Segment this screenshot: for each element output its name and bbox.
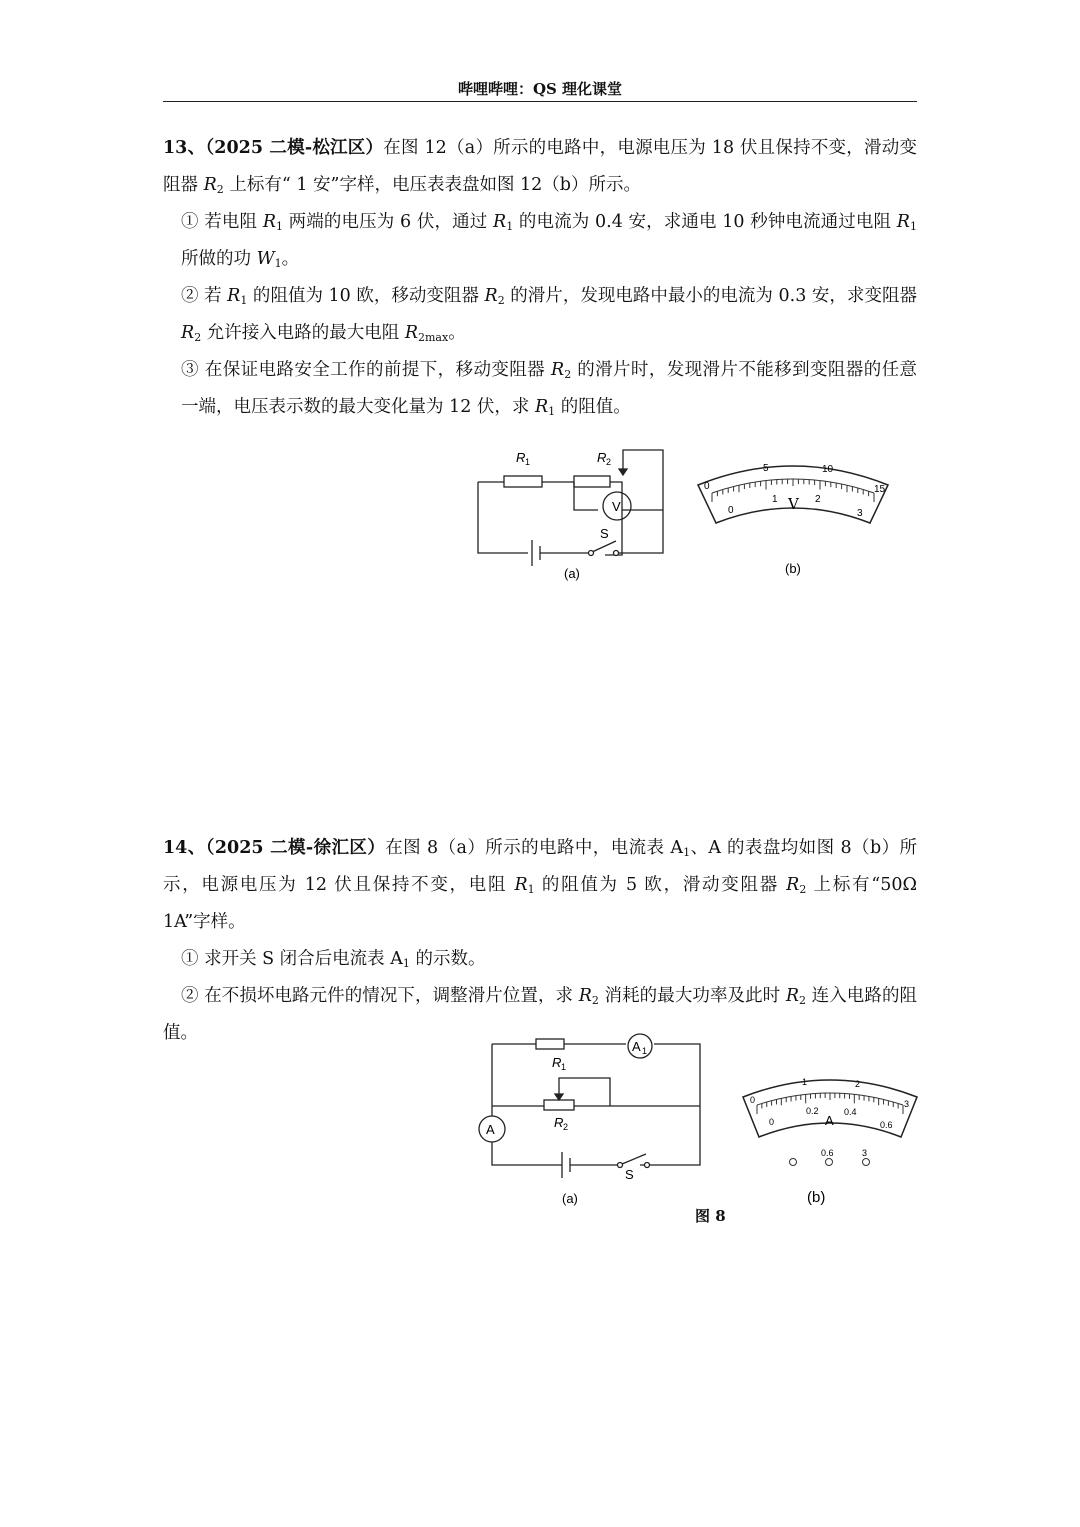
q13-part2: ② 若 $R_1$ 的阻值为 10 欧，移动变阻器 $R_2$ 的滑片，发现电路中最小的电流为 0.3 安，求变阻器 $R_2$ 允许接入电路的最大电阻 $R_{2max}$。	[181, 286, 917, 344]
r2-rheostat	[574, 476, 610, 487]
svg-text:0: 0	[750, 1095, 756, 1105]
q14-r2-label: R	[554, 1115, 564, 1130]
fig8-title: 图 8	[695, 1207, 726, 1225]
svg-text:2: 2	[815, 494, 821, 505]
svg-text:3: 3	[904, 1099, 910, 1109]
svg-text:1: 1	[802, 1077, 808, 1087]
fig12b-caption: (b)	[785, 561, 801, 576]
svg-text:2: 2	[563, 1122, 569, 1132]
svg-text:2: 2	[855, 1079, 861, 1089]
r2-label: R	[597, 450, 607, 465]
q14-r1-label: R	[552, 1055, 562, 1070]
q13-part3: ③ 在保证电路安全工作的前提下，移动变阻器 $R_2$ 的滑片时，发现滑片不能移到变阻器的任意一端，电压表示数的最大变化量为 12 伏，求 $R_1$ 的阻值。	[181, 360, 917, 418]
q14-ammeter-dial	[735, 1065, 925, 1215]
a1-label: A	[632, 1039, 641, 1054]
q13-label: 13、（2025 二模-松江区）	[163, 138, 384, 158]
q14-label: 14、（2025 二模-徐汇区）	[163, 838, 386, 858]
svg-text:1: 1	[642, 1046, 648, 1056]
svg-text:3: 3	[862, 1148, 868, 1158]
svg-text:0.6: 0.6	[880, 1120, 893, 1130]
q14-circuit-diagram	[470, 1030, 710, 1210]
svg-text:0: 0	[704, 481, 710, 492]
terminal-3	[863, 1159, 870, 1166]
header-rule	[163, 101, 917, 102]
q13-stem: 在图 12（a）所示的电路中，电源电压为 18 伏且保持不变，滑动变阻器	[163, 138, 917, 195]
svg-text:0: 0	[769, 1117, 775, 1127]
page-header: 哔哩哔哩：QS 理化课堂	[457, 80, 623, 98]
svg-text:1: 1	[525, 457, 531, 467]
terminal-minus	[790, 1159, 797, 1166]
svg-text:0.4: 0.4	[844, 1107, 857, 1117]
svg-text:2: 2	[606, 457, 612, 467]
svg-text:3: 3	[857, 508, 863, 519]
svg-text:0.2: 0.2	[806, 1106, 819, 1116]
a-label: A	[486, 1122, 495, 1137]
q14-part1: ① 求开关 S 闭合后电流表 $A_1$ 的示数。	[181, 949, 486, 970]
question-13: 13、（2025 二模-松江区）在图 12（a）所示的电路中，电源电压为 18 伏且保持不变，滑动变阻器 $R_2$ 上标有“ 1 安”字样，电压表表盘如图 12（b）所示。 ① 若电阻 $R_1$ 两端的电压为 6 伏，通过 $R_1$ 的电流为 0.4 安，求通电 10 秒钟电流通过电阻 $R_1$ 所做的功 $W_1$。 ② 若 $R_1$ 的阻值为 10 欧，移动变阻器 $R_2$ 的滑片，发现电路中最小的电流为 0.3 安，求变阻器 $R_2$ 允许接入电路的最大电阻 $R_{2max}$。 ③ 在保证电路安全工作的前提下，移动变阻器 $R_2$ 的滑片时，发现滑片不能移到变阻器的任意一端，电压表示数的最大变化量为 12 伏，求 $R_1$ 的阻值。	[163, 130, 917, 426]
q13-circuit-diagram	[470, 440, 680, 590]
q13-voltmeter-dial	[690, 455, 900, 585]
fig8b-caption: (b)	[807, 1189, 826, 1206]
svg-text:0: 0	[728, 505, 734, 516]
q14-part2: ② 在不损坏电路元件的情况下，调整滑片位置，求 $R_2$ 消耗的最大功率及此时 $R_2$ 连入电路的阻值。	[163, 986, 918, 1043]
dial-unit-v: V	[788, 495, 799, 513]
fig8a-caption: (a)	[562, 1191, 578, 1206]
svg-text:10: 10	[822, 464, 834, 475]
r1-resistor	[504, 476, 542, 487]
dial-unit-a: A	[825, 1113, 834, 1128]
svg-text:5: 5	[763, 463, 769, 474]
q13-part1: ① 若电阻 $R_1$ 两端的电压为 6 伏，通过 $R_1$ 的电流为 0.4 安，求通电 10 秒钟电流通过电阻 $R_1$ 所做的功 $W_1$。	[181, 212, 917, 270]
voltmeter-label: V	[612, 499, 621, 514]
switch-label: S	[600, 526, 609, 541]
question-14: 14、（2025 二模-徐汇区）在图 8（a）所示的电路中，电流表 $A_1$、A 的表盘均如图 8（b）所示，电源电压为 12 伏且保持不变，电阻 $R_1$ 的阻值为 5 欧，滑动变阻器 $R_2$ 上标有“50Ω 1A”字样。 ① 求开关 S 闭合后电流表 $A_1$ 的示数。 ② 在不损坏电路元件的情况下，调整滑片位置，求 $R_2$ 消耗的最大功率及此时 $R_2$ 连入电路的阻值。	[163, 830, 917, 1052]
svg-text:15: 15	[874, 484, 886, 495]
q14-switch-label: S	[625, 1167, 634, 1182]
svg-text:0.6: 0.6	[821, 1148, 834, 1158]
svg-text:1: 1	[561, 1062, 567, 1072]
svg-text:1: 1	[772, 494, 778, 505]
r1-label: R	[516, 450, 526, 465]
terminal-0.6	[826, 1159, 833, 1166]
fig12a-caption: (a)	[564, 566, 580, 581]
